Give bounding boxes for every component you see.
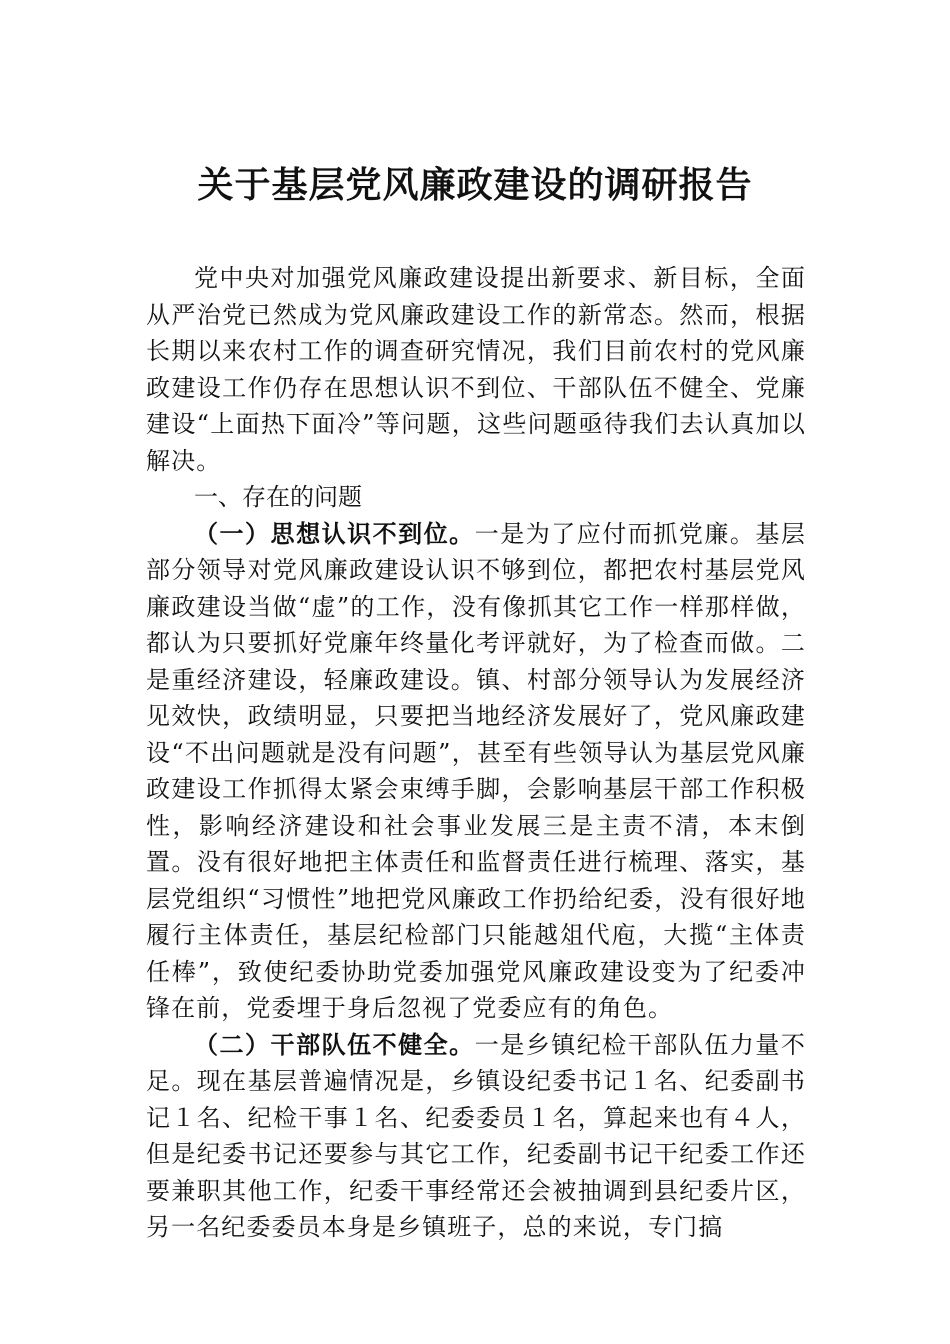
intro-paragraph: 党中央对加强党风廉政建设提出新要求、新目标，全面从严治党已然成为党风廉政建设工作的新常态。然而，根据长期以来农村工作的调查研究情况，我们目前农村的党风廉政建设工作仍存在思想认识不到位、干部队伍不健全、党廉建设“上面热下面冷”等问题，这些问题亟待我们去认真加以解决。 [146, 264, 806, 475]
document-title: 关于基层党风廉政建设的调研报告 [197, 164, 753, 206]
subsection-lead-2: （二）干部队伍不健全。 [194, 1029, 475, 1059]
subsection-paragraph-1 [146, 516, 806, 1027]
subsection-paragraph-2 [146, 1027, 806, 1246]
subsection-text-2: 一是乡镇纪检干部队伍力量不足。现在基层普遍情况是，乡镇设纪委书记１名、纪委副书记１名、纪检干事１名、纪委委员１名，算起来也有４人，但是纪委书记还要参与其它工作，纪委副书记干纪委工作还要兼职其他工作，纪委干事经常还会被抽调到县纪委片区，另一名纪委委员本身是乡镇班子，总的来说，专门搞 [146, 1030, 806, 1241]
subsection-lead-1: （一）思想认识不到位。 [194, 518, 475, 548]
subsection-text-1: 一是为了应付而抓党廉。基层部分领导对党风廉政建设认识不够到位，都把农村基层党风廉政建设当做“虚”的工作，没有像抓其它工作一样那样做，都认为只要抓好党廉年终量化考评就好，为了检查而做。二是重经济建设，轻廉政建设。镇、村部分领导认为发展经济见效快，政绩明显，只要把当地经济发展好了，党风廉政建设“不出问题就是没有问题”，甚至有些领导认为基层党风廉政建设工作抓得太紧会束缚手脚，会影响基层干部工作积极性，影响经济建设和社会事业发展三是主责不清，本末倒置。没有很好地把主体责任和监督责任进行梳理、落实，基层党组织“习惯性”地把党风廉政工作扔给纪委，没有很好地履行主体责任，基层纪检部门只能越俎代庖，大揽“主体责任棒”，致使纪委协助党委加强党风廉政建设变为了纪委冲锋在前，党委埋于身后忽视了党委应有的角色。 [146, 519, 806, 1022]
document-body [146, 260, 806, 1246]
section-heading-problems: 一、存在的问题 [194, 483, 362, 511]
